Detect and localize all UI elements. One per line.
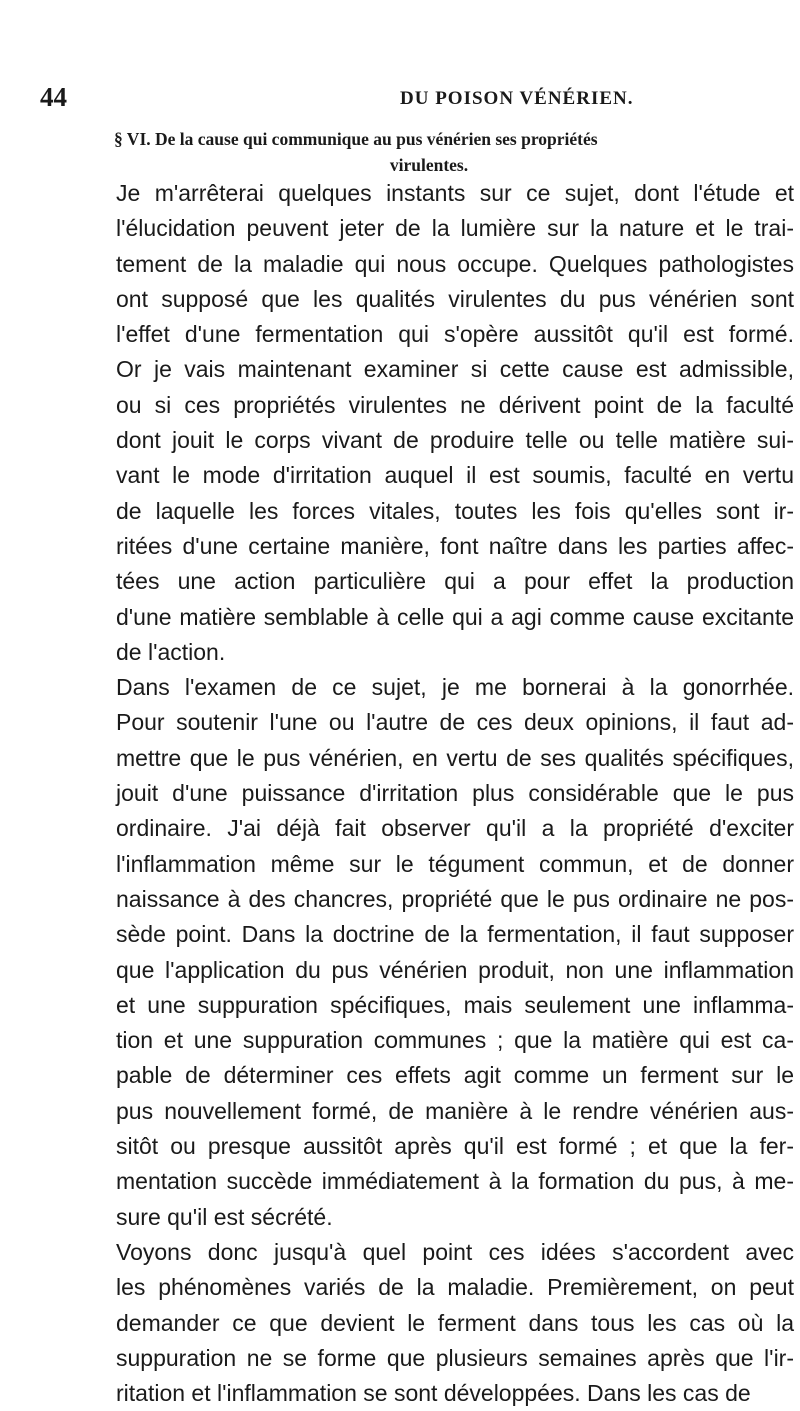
text-line: tion et une suppuration communes ; que la matière qui est ca-	[116, 1027, 794, 1054]
page-number: 44	[40, 82, 67, 112]
text-line: de laquelle les forces vitales, toutes les fois qu'elles sont ir-	[116, 497, 794, 524]
text-line: mettre que le pus vénérien, en vertu de ses qualités spécifiques,	[116, 744, 794, 771]
text-line: tées une action particulière qui a pour effet la production	[116, 568, 794, 595]
paragraph	[82, 1235, 794, 1411]
text-line: demander ce que devient le ferment dans tous les cas où la	[116, 1309, 794, 1336]
text-line: l'effet d'une fermentation qui s'opère aussitôt qu'il est formé.	[116, 321, 794, 348]
text-line: mentation succède immédiatement à la formation du pus, à me-	[116, 1168, 794, 1195]
text-line: ritées d'une certaine manière, font naître dans les parties affec-	[116, 532, 794, 559]
section-heading-line-2: virulentes.	[389, 155, 469, 175]
text-line: sure qu'il est sécrété.	[116, 1203, 333, 1230]
text-line: vant le mode d'irritation auquel il est soumis, faculté en vertu	[116, 462, 794, 489]
section-heading	[114, 126, 784, 178]
text-line: ou si ces propriétés virulentes ne dérivent point de la faculté	[116, 391, 794, 418]
page-header	[40, 82, 800, 112]
text-line: Je m'arrêterai quelques instants sur ce sujet, dont l'étude et	[116, 180, 794, 206]
text-line: naissance à des chancres, propriété que le pus ordinaire ne pos-	[116, 885, 794, 912]
text-line: que l'application du pus vénérien produit, non une inflammation	[116, 956, 794, 983]
text-line: l'inflammation même sur le tégument commun, et de donner	[116, 850, 794, 877]
text-line: dont jouit le corps vivant de produire telle ou telle matière sui-	[116, 427, 794, 454]
text-line: l'élucidation peuvent jeter de la lumière sur la nature et le trai-	[116, 215, 794, 242]
text-line: et une suppuration spécifiques, mais seulement une inflamma-	[116, 991, 794, 1018]
text-line: de l'action.	[116, 638, 226, 665]
text-line: Voyons donc jusqu'à quel point ces idées s'accordent avec	[116, 1238, 794, 1265]
body-text	[82, 176, 794, 1411]
text-line: sitôt ou presque aussitôt après qu'il est formé ; et que la fer-	[116, 1133, 794, 1160]
text-line: ordinaire. J'ai déjà fait observer qu'il a la propriété d'exciter	[116, 815, 794, 842]
text-line: Dans l'examen de ce sujet, je me bornerai à la gonorrhée.	[116, 674, 794, 701]
text-line: pable de déterminer ces effets agit comme un ferment sur le	[116, 1062, 794, 1089]
text-line: suppuration ne se forme que plusieurs semaines après que l'ir-	[116, 1344, 794, 1371]
running-title: DU POISON VÉNÉRIEN.	[400, 88, 634, 109]
text-line: ritation et l'inflammation se sont développées. Dans les cas de	[116, 1380, 751, 1407]
text-line: ont supposé que les qualités virulentes du pus vénérien sont	[116, 285, 794, 312]
text-line: pus nouvellement formé, de manière à le rendre vénérien aus-	[116, 1097, 794, 1124]
text-line: les phénomènes variés de la maladie. Premièrement, on peut	[116, 1274, 794, 1301]
text-line: tement de la maladie qui nous occupe. Quelques pathologistes	[116, 250, 794, 277]
section-heading-line-1: § VI. De la cause qui communique au pus vénérien ses propriétés	[114, 129, 598, 149]
text-line: Or je vais maintenant examiner si cette cause est admissible,	[116, 356, 794, 383]
text-line: sède point. Dans la doctrine de la fermentation, il faut supposer	[116, 921, 794, 948]
text-line: d'une matière semblable à celle qui a agi comme cause excitante	[116, 603, 794, 630]
text-line: Pour soutenir l'une ou l'autre de ces deux opinions, il faut ad-	[116, 709, 794, 736]
text-line: jouit d'une puissance d'irritation plus considérable que le pus	[116, 780, 794, 807]
paragraph	[82, 176, 794, 670]
paragraph	[82, 670, 794, 1235]
